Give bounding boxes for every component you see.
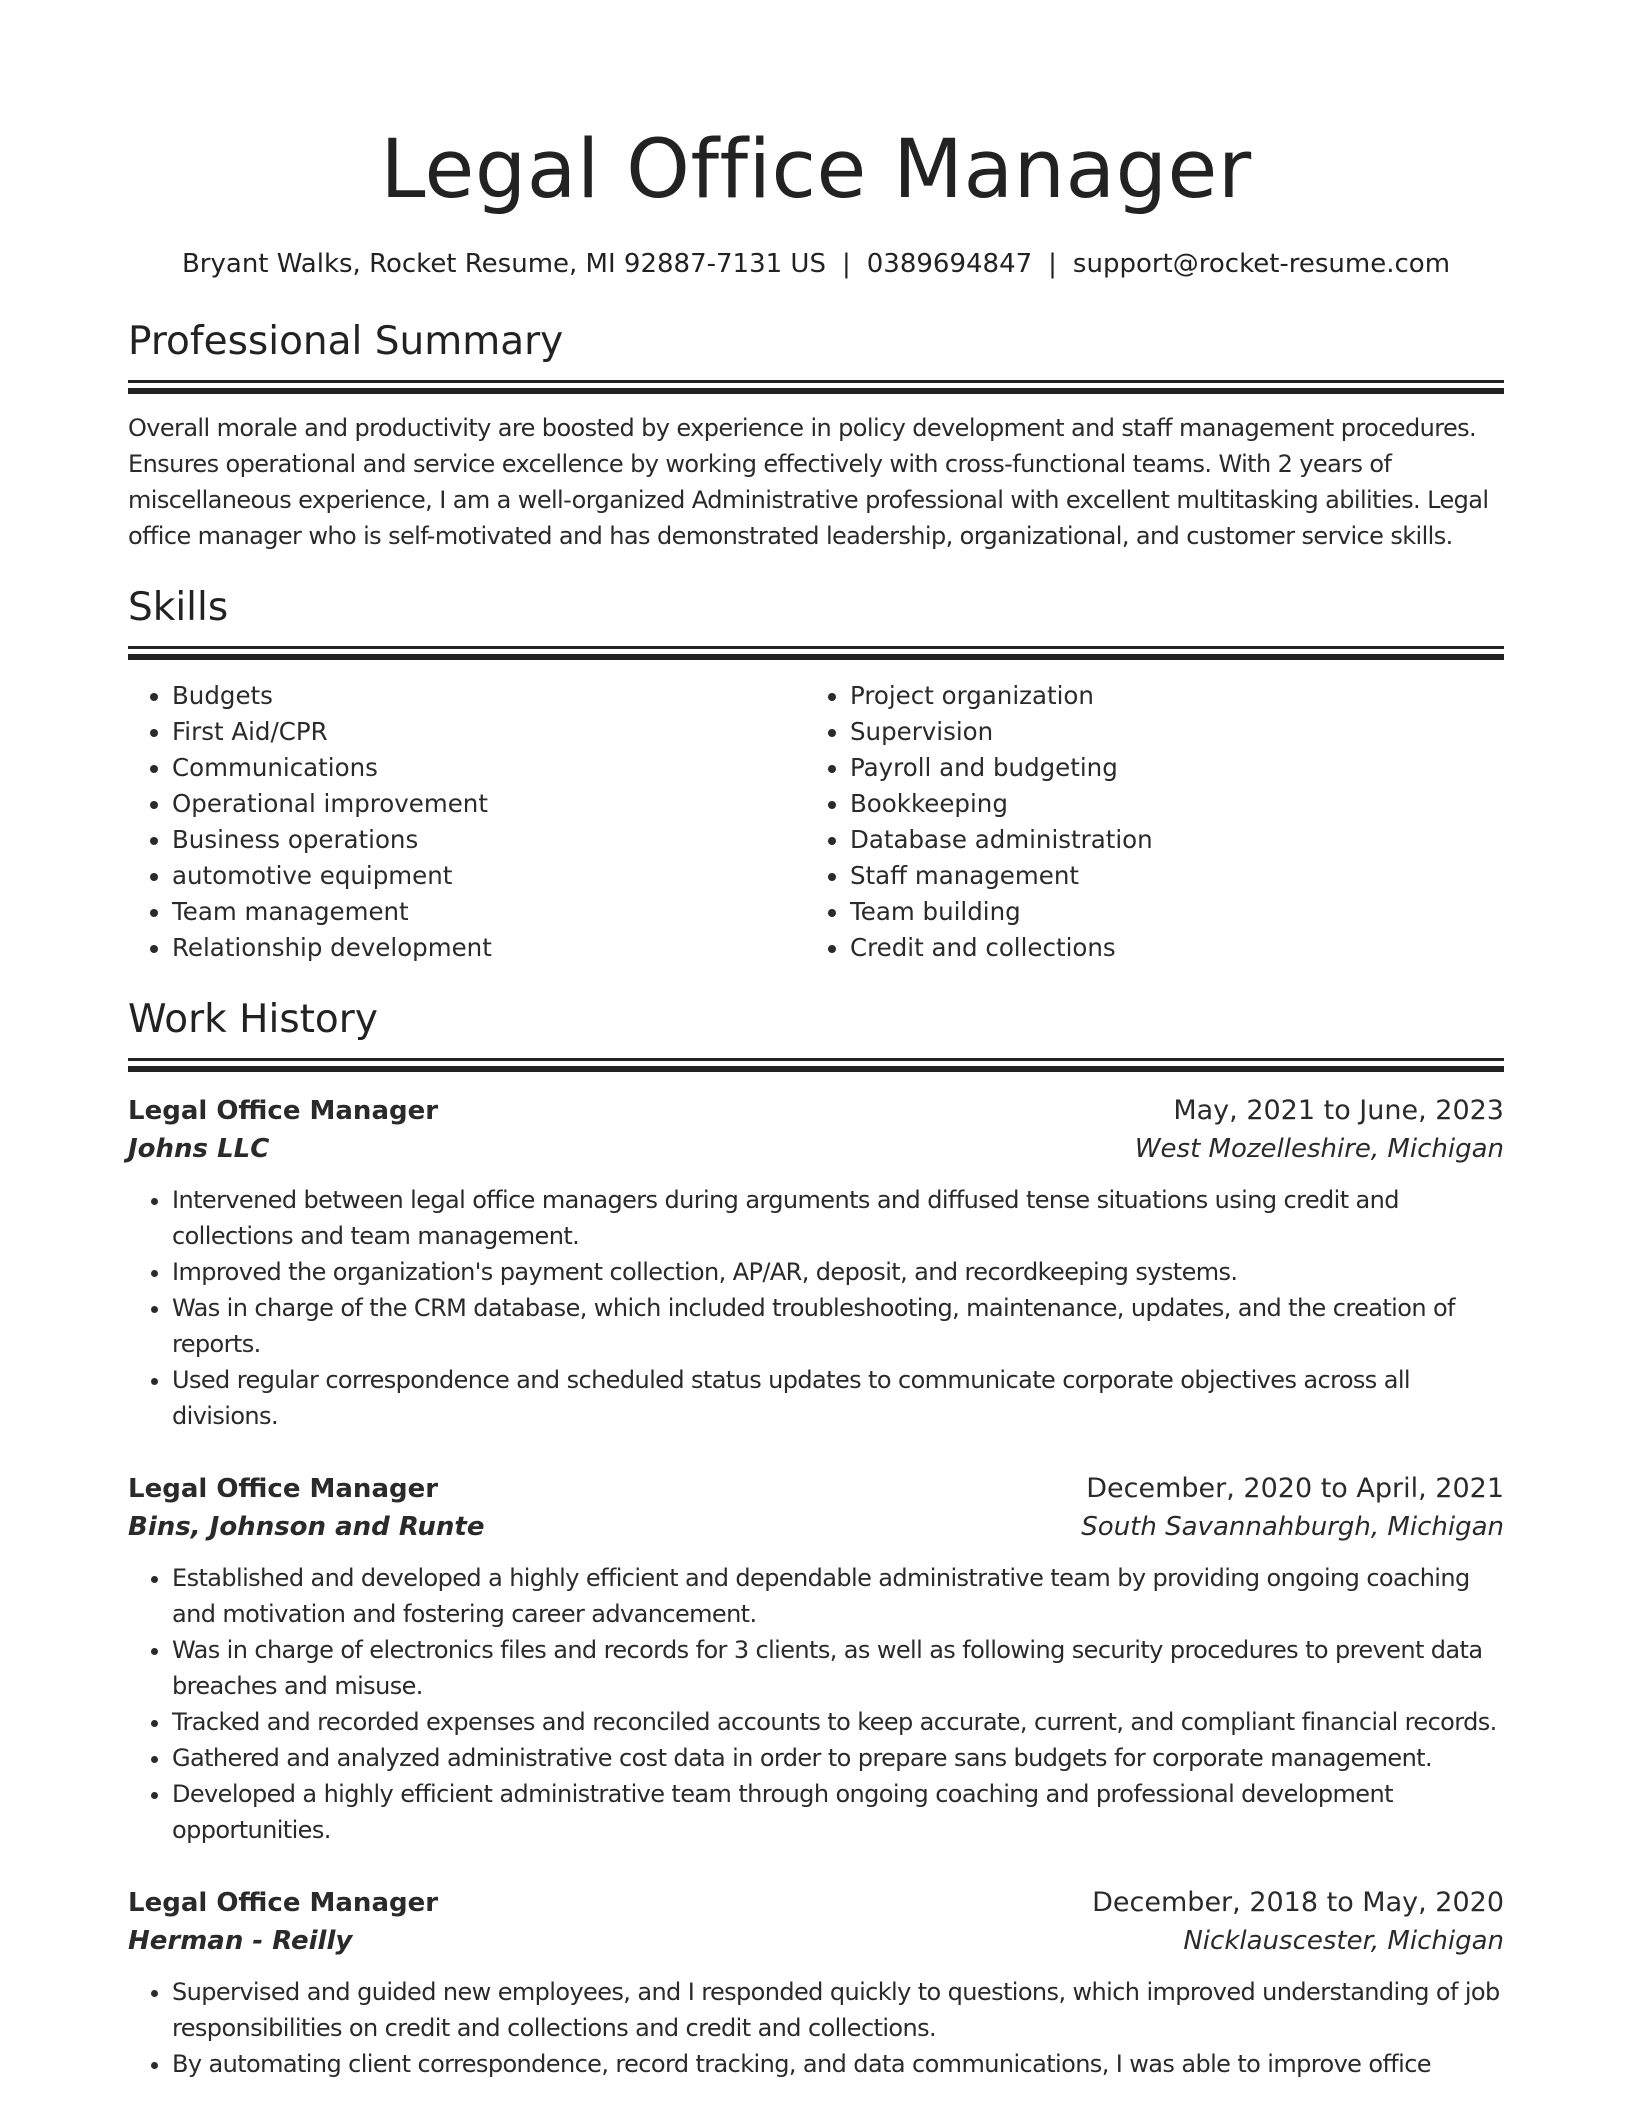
job-title: Legal Office Manager xyxy=(128,1474,439,1504)
skill-item: • Communications xyxy=(172,750,806,786)
section-rule-thin xyxy=(128,380,1504,383)
job-entry xyxy=(128,1470,1504,1848)
job-header-row xyxy=(128,1470,1504,1508)
job-bullet: • Supervised and guided new employees, and I responded quickly to questions, which improved understanding of job responsibilities on credit and collections and credit and collections. xyxy=(172,1974,1504,2046)
job-company: Johns LLC xyxy=(128,1134,270,1164)
job-bullet: • Tracked and recorded expenses and reconciled accounts to keep accurate, current, and compliant financial records. xyxy=(172,1704,1504,1740)
skill-item: • Database administration xyxy=(850,822,1484,858)
skill-item: • Credit and collections xyxy=(850,930,1484,966)
job-entry xyxy=(128,1092,1504,1434)
job-bullet: • Intervened between legal office managers during arguments and diffused tense situations using credit and collections and team management. xyxy=(172,1182,1504,1254)
contact-phone: 0389694847 xyxy=(866,249,1033,279)
skill-item: • Project organization xyxy=(850,678,1484,714)
job-location: West Mozelleshire, Michigan xyxy=(1134,1134,1504,1164)
skills-grid xyxy=(128,678,1504,966)
job-title: Legal Office Manager xyxy=(128,1888,439,1918)
skills-section xyxy=(128,584,1504,966)
job-bullets xyxy=(128,1560,1504,1848)
section-rule-thick xyxy=(128,388,1504,394)
job-dates: December, 2018 to May, 2020 xyxy=(1092,1887,1504,1918)
job-company-row xyxy=(128,1130,1504,1168)
job-bullet: • Used regular correspondence and scheduled status updates to communicate corporate objectives across all divisions. xyxy=(172,1362,1504,1434)
job-bullet: • Was in charge of electronics files and records for 3 clients, as well as following security procedures to prevent data breaches and misuse. xyxy=(172,1632,1504,1704)
section-heading: Professional Summary xyxy=(128,319,564,364)
summary-text: Overall morale and productivity are boosted by experience in policy development and staff management procedures. Ensures operational and service excellence by working effectively with cross-functional teams. With 2 years of miscellaneous experience, I am a well-organized Administrative professional with excellent multitasking abilities. Legal office manager who is self-motivated and has demonstrated leadership, organizational, and customer service skills. xyxy=(128,414,1489,550)
skill-item: • Team management xyxy=(172,894,806,930)
skill-item: • Budgets xyxy=(172,678,806,714)
section-rule-thick xyxy=(128,1066,1504,1072)
skills-column-right xyxy=(806,678,1484,966)
skill-item: • Payroll and budgeting xyxy=(850,750,1484,786)
section-heading: Work History xyxy=(128,997,378,1042)
skill-item: • Relationship development xyxy=(172,930,806,966)
job-bullet: • Improved the organization's payment collection, AP/AR, deposit, and recordkeeping systems. xyxy=(172,1254,1504,1290)
contact-separator: | xyxy=(1048,249,1057,279)
job-dates: December, 2020 to April, 2021 xyxy=(1086,1473,1504,1504)
skill-item: • Supervision xyxy=(850,714,1484,750)
skills-column-left xyxy=(128,678,806,966)
skill-item: • Staff management xyxy=(850,858,1484,894)
skill-item: • Team building xyxy=(850,894,1484,930)
contact-address: Bryant Walks, Rocket Resume, MI 92887-7131 US xyxy=(181,249,826,279)
job-location: Nicklauscester, Michigan xyxy=(1183,1926,1504,1956)
section-rule-thin xyxy=(128,1058,1504,1061)
job-header-row xyxy=(128,1092,1504,1130)
contact-separator: | xyxy=(841,249,851,279)
section-heading: Skills xyxy=(128,585,229,630)
job-bullet: • Gathered and analyzed administrative cost data in order to prepare sans budgets for corporate management. xyxy=(172,1740,1504,1776)
skill-item: • Operational improvement xyxy=(172,786,806,822)
section-rule-thin xyxy=(128,646,1504,649)
job-company: Herman - Reilly xyxy=(128,1926,353,1956)
job-bullet: • By automating client correspondence, record tracking, and data communications, I was able to improve office xyxy=(172,2046,1504,2082)
resume-title: Legal Office Manager xyxy=(380,123,1252,217)
professional-summary-section xyxy=(128,318,1504,554)
contact-email: support@rocket-resume.com xyxy=(1072,249,1451,279)
job-bullet: • Developed a highly efficient administrative team through ongoing coaching and professional development opportunities. xyxy=(172,1776,1504,1848)
job-bullets xyxy=(128,1974,1504,2082)
section-rule-thick xyxy=(128,654,1504,660)
skill-item: • First Aid/CPR xyxy=(172,714,806,750)
job-bullets xyxy=(128,1182,1504,1434)
job-title: Legal Office Manager xyxy=(128,1096,439,1126)
job-header-row xyxy=(128,1884,1504,1922)
job-entry xyxy=(128,1884,1504,2082)
skill-item: • Business operations xyxy=(172,822,806,858)
skill-item: • Bookkeeping xyxy=(850,786,1484,822)
job-company-row xyxy=(128,1508,1504,1546)
skill-item: • automotive equipment xyxy=(172,858,806,894)
job-bullet: • Was in charge of the CRM database, which included troubleshooting, maintenance, updates, and the creation of reports. xyxy=(172,1290,1504,1362)
job-location: South Savannahburgh, Michigan xyxy=(1081,1512,1504,1542)
job-dates: May, 2021 to June, 2023 xyxy=(1173,1095,1504,1126)
work-history-section xyxy=(128,996,1504,2082)
contact-line xyxy=(128,248,1504,280)
job-company-row xyxy=(128,1922,1504,1960)
job-bullet: • Established and developed a highly efficient and dependable administrative team by providing ongoing coaching and motivation and fostering career advancement. xyxy=(172,1560,1504,1632)
job-company: Bins, Johnson and Runte xyxy=(128,1512,485,1542)
